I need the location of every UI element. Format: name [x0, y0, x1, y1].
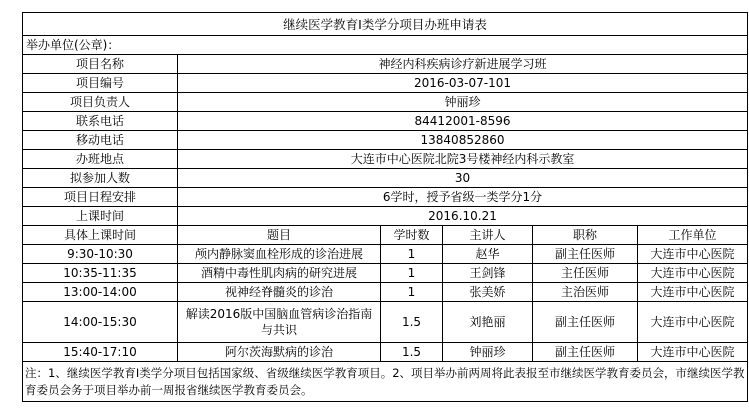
field-row-project-number: [23, 74, 748, 93]
session-topic: 颅内静脉窦血栓形成的诊治进展: [178, 245, 381, 264]
session-time: 15:40-17:10: [23, 343, 178, 362]
session-lecturer: 赵华: [443, 245, 533, 264]
session-topic: 酒精中毒性肌肉病的研究进展: [178, 264, 381, 283]
field-label: 拟参加人数: [23, 169, 178, 188]
session-hours: 1: [381, 283, 443, 302]
field-value: 30: [178, 169, 748, 188]
field-value: 13840852860: [178, 131, 748, 150]
field-row-class-date: [23, 207, 748, 226]
form-table: [22, 12, 748, 402]
session-unit: 大连市中心医院: [638, 264, 748, 283]
schedule-row: [23, 283, 748, 302]
field-row-mobile: [23, 131, 748, 150]
session-topic: 解读2016版中国脑血管病诊治指南与共识: [178, 302, 381, 343]
field-label: 项目名称: [23, 55, 178, 74]
field-value: 神经内科疾病诊疗新进展学习班: [178, 55, 748, 74]
session-unit: 大连市中心医院: [638, 302, 748, 343]
session-lecturer: 钟丽珍: [443, 343, 533, 362]
organizer-label: 举办单位(公章)：: [23, 36, 748, 55]
session-title: 副主任医师: [533, 343, 638, 362]
session-title: 主任医师: [533, 264, 638, 283]
schedule-row: [23, 264, 748, 283]
header-hours: 学时数: [381, 226, 443, 245]
schedule-header-row: [23, 226, 748, 245]
field-label: 项目编号: [23, 74, 178, 93]
field-value: 2016-03-07-101: [178, 74, 748, 93]
field-value: 钟丽珍: [178, 93, 748, 112]
field-label: 移动电话: [23, 131, 178, 150]
field-row-attendees: [23, 169, 748, 188]
schedule-row: [23, 245, 748, 264]
session-lecturer: 张美娇: [443, 283, 533, 302]
field-label: 联系电话: [23, 112, 178, 131]
header-lecturer: 主讲人: [443, 226, 533, 245]
session-unit: 大连市中心医院: [638, 245, 748, 264]
header-time: 具体上课时间: [23, 226, 178, 245]
session-lecturer: 王剑锋: [443, 264, 533, 283]
session-unit: 大连市中心医院: [638, 343, 748, 362]
schedule-row: [23, 302, 748, 343]
field-label: 办班地点: [23, 150, 178, 169]
form-note: 注：1、继续医学教育Ⅰ类学分项目包括国家级、省级继续医学教育项目。2、项目举办前两周将此表报至市继续医学教育委员会，市继续医学教育委员会务于项目举办前一周报省继续医学教育委员会。: [23, 362, 748, 402]
form-title: 继续医学教育I类学分项目办班申请表: [23, 13, 748, 36]
session-title: 主治医师: [533, 283, 638, 302]
header-topic: 题目: [178, 226, 381, 245]
field-label: 项目日程安排: [23, 188, 178, 207]
field-label: 项目负责人: [23, 93, 178, 112]
session-title: 副主任医师: [533, 302, 638, 343]
field-value: 2016.10.21: [178, 207, 748, 226]
session-hours: 1.5: [381, 343, 443, 362]
session-lecturer: 刘艳丽: [443, 302, 533, 343]
field-value: 大连市中心医院北院3号楼神经内科示教室: [178, 150, 748, 169]
session-unit: 大连市中心医院: [638, 283, 748, 302]
session-hours: 1.5: [381, 302, 443, 343]
field-value: 84412001-8596: [178, 112, 748, 131]
session-hours: 1: [381, 245, 443, 264]
field-row-project-name: [23, 55, 748, 74]
application-form: [22, 12, 747, 402]
header-title: 职称: [533, 226, 638, 245]
session-time: 14:00-15:30: [23, 302, 178, 343]
session-time: 13:00-14:00: [23, 283, 178, 302]
field-row-agenda: [23, 188, 748, 207]
session-topic: 阿尔茨海默病的诊治: [178, 343, 381, 362]
field-row-location: [23, 150, 748, 169]
session-hours: 1: [381, 264, 443, 283]
schedule-row: [23, 343, 748, 362]
session-topic: 视神经脊髓炎的诊治: [178, 283, 381, 302]
header-unit: 工作单位: [638, 226, 748, 245]
field-value: 6学时，授予省级一类学分1分: [178, 188, 748, 207]
field-row-project-leader: [23, 93, 748, 112]
field-label: 上课时间: [23, 207, 178, 226]
field-row-phone: [23, 112, 748, 131]
session-time: 9:30-10:30: [23, 245, 178, 264]
session-title: 副主任医师: [533, 245, 638, 264]
session-time: 10:35-11:35: [23, 264, 178, 283]
